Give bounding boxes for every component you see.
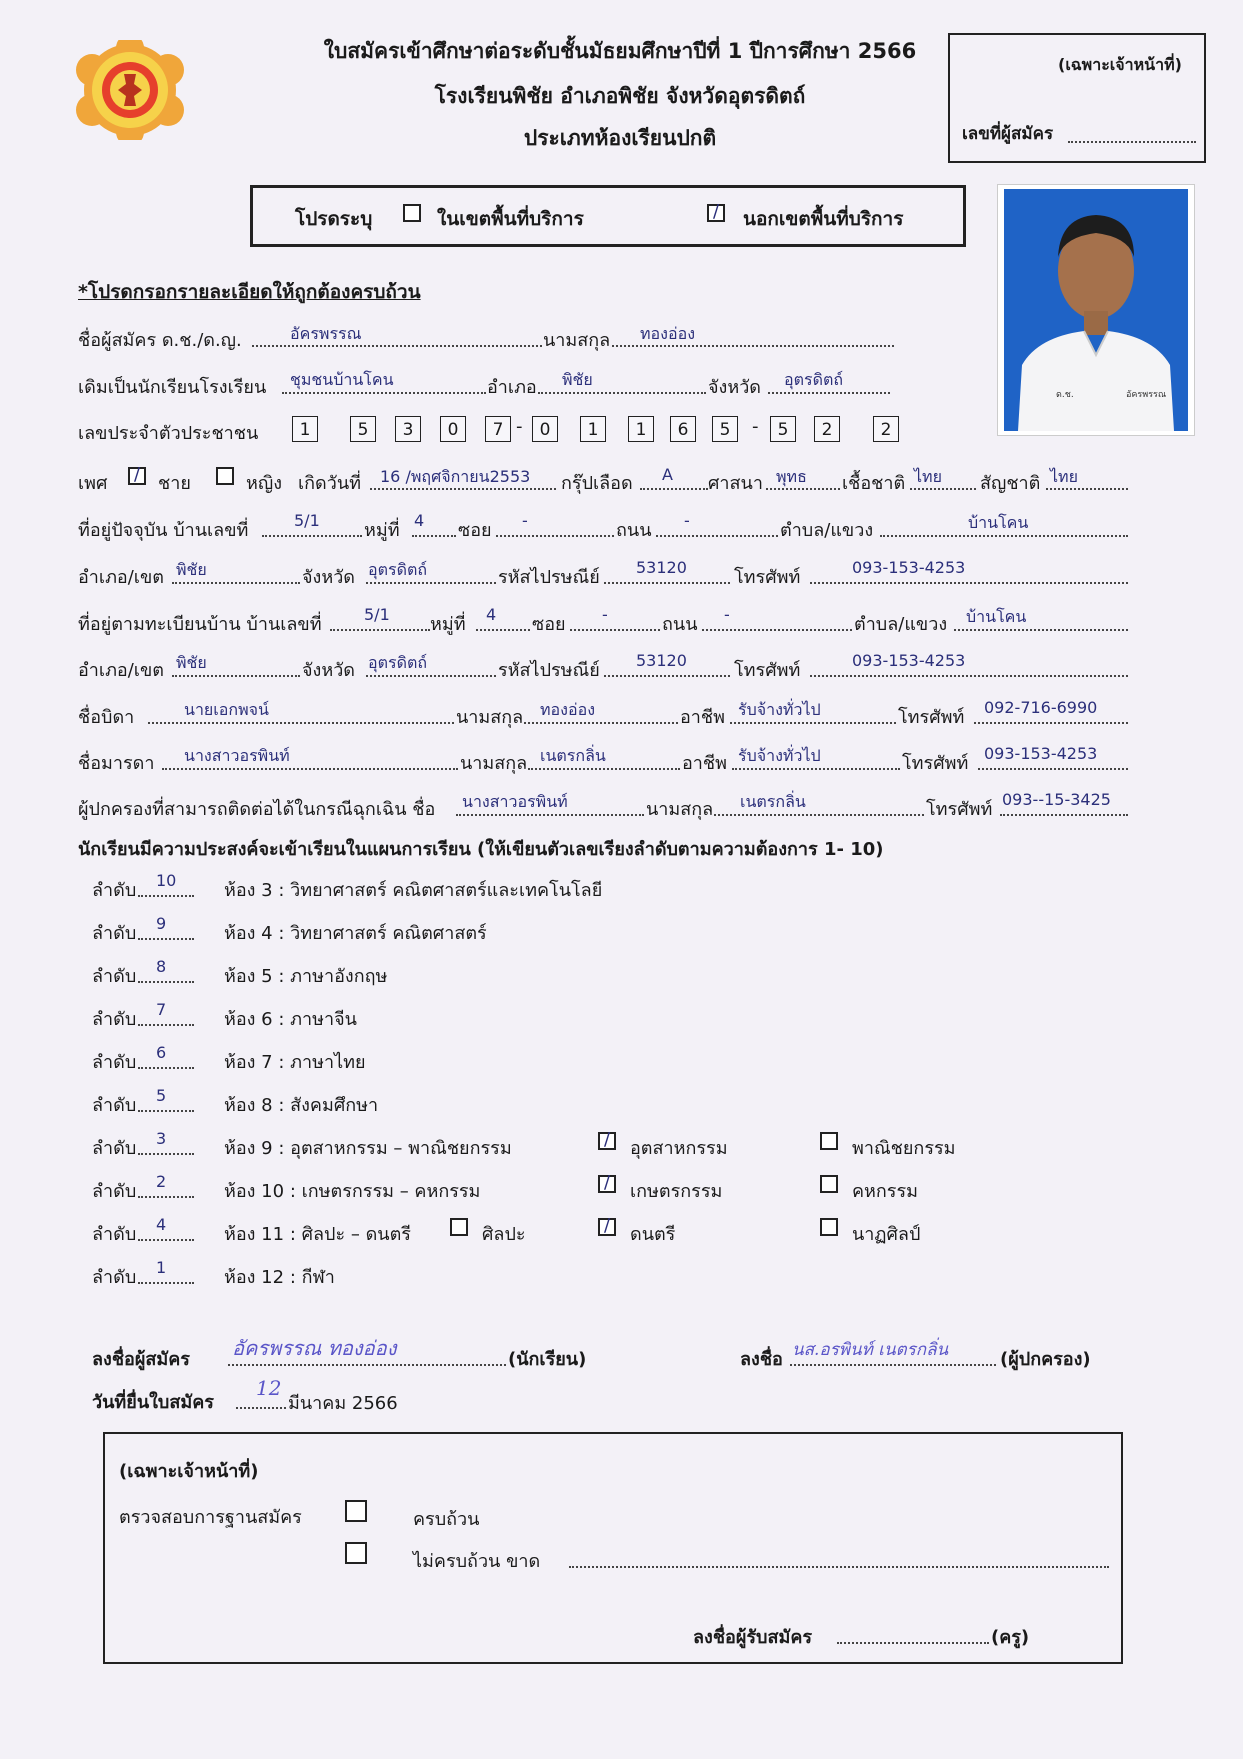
mother-surname-label: นามสกุล xyxy=(460,753,528,774)
plan-room-1: ห้อง 3 : วิทยาศาสตร์ คณิตศาสตร์และเทคโนโลยี xyxy=(224,880,603,901)
art-label: ศิลปะ xyxy=(482,1224,526,1245)
plan-room-10: ห้อง 12 : กีฬา xyxy=(224,1267,335,1288)
submission-date-label: วันที่ยื่นใบสมัคร xyxy=(92,1392,214,1413)
female-label: หญิง xyxy=(246,473,282,494)
mother-phone[interactable]: 093-153-4253 xyxy=(984,744,1098,763)
form-title: ใบสมัครเข้าศึกษาต่อระดับชั้นมัธยมศึกษาปีที่ 1 ปีการศึกษา 2566 xyxy=(323,39,917,63)
current-tambon[interactable]: บ้านโคน xyxy=(968,513,1029,532)
nationality-value[interactable]: ไทย xyxy=(1050,467,1078,486)
applicant-signature-label: ลงชื่อผู้สมัคร xyxy=(92,1349,190,1370)
complete-label: ครบถ้วน xyxy=(413,1509,480,1530)
plan-rank-7[interactable]: 3 xyxy=(156,1129,167,1148)
receiver-label: ลงชื่อผู้รับสมัคร xyxy=(693,1627,813,1648)
plan-rank-3[interactable]: 8 xyxy=(156,957,167,976)
mother-name[interactable]: นางสาวอรพินท์ xyxy=(184,746,290,765)
registered-tambon-label: ตำบล/แขวง xyxy=(854,614,948,635)
registered-moo-label: หมู่ที่ xyxy=(430,614,466,635)
id-label: เลขประจำตัวประชาชน xyxy=(78,423,259,444)
plan-room-9: ห้อง 11 : ศิลปะ – ดนตรี xyxy=(224,1224,411,1245)
plan-rank-1[interactable]: 10 xyxy=(156,871,177,890)
birth-label: เกิดวันที่ xyxy=(298,473,362,494)
zone-label: โปรดระบุ xyxy=(295,208,373,230)
blood-value[interactable]: A xyxy=(662,465,673,484)
id-digit-5[interactable]: 7 xyxy=(485,416,511,442)
prev-school-value[interactable]: ชุมชนบ้านโคน xyxy=(290,370,394,389)
registered-road-label: ถนน xyxy=(662,614,698,635)
current-house-no[interactable]: 5/1 xyxy=(294,511,320,530)
id-digit-9[interactable]: 6 xyxy=(670,416,696,442)
submission-month-year: มีนาคม 2566 xyxy=(288,1393,398,1414)
plan-room-8: ห้อง 10 : เกษตรกรรม – คหกรรม xyxy=(224,1181,481,1202)
guardian-phone-label: โทรศัพท์ xyxy=(926,799,993,820)
registered-phone-label: โทรศัพท์ xyxy=(734,660,801,681)
registered-house-no[interactable]: 5/1 xyxy=(364,605,390,624)
current-tambon-label: ตำบล/แขวง xyxy=(780,520,874,541)
father-job[interactable]: รับจ้างทั่วไป xyxy=(738,700,821,719)
current-phone[interactable]: 093-153-4253 xyxy=(852,558,966,577)
plan-room-7: ห้อง 9 : อุตสาหกรรม – พาณิชยกรรม xyxy=(224,1138,512,1159)
music-label: ดนตรี xyxy=(630,1224,676,1245)
id-digit-12[interactable]: 2 xyxy=(814,416,840,442)
plan-heading: นักเรียนมีความประสงค์จะเข้าเรียนในแผนการเรียน (ให้เขียนตัวเลขเรียงลำดับตามความต้องการ 1- 10) xyxy=(78,839,884,860)
plan-order-label: ลำดับ xyxy=(92,1224,137,1245)
current-province[interactable]: อุตรดิตถ์ xyxy=(368,560,428,579)
plan-order-label: ลำดับ xyxy=(92,880,137,901)
last-name-value[interactable]: ทองอ่อง xyxy=(640,324,695,343)
plan-room-2: ห้อง 4 : วิทยาศาสตร์ คณิตศาสตร์ xyxy=(224,923,487,944)
plan-rank-9[interactable]: 4 xyxy=(156,1215,167,1234)
id-digit-13[interactable]: 2 xyxy=(873,416,899,442)
id-digit-1[interactable]: 1 xyxy=(292,416,318,442)
plan-rank-4[interactable]: 7 xyxy=(156,1000,167,1019)
guardian-name[interactable]: นางสาวอรพินท์ xyxy=(462,792,568,811)
art-checkbox[interactable] xyxy=(450,1218,468,1236)
father-name[interactable]: นายเอกพจน์ xyxy=(184,700,269,719)
current-moo-label: หมู่ที่ xyxy=(364,520,400,541)
first-name-value[interactable]: อัครพรรณ xyxy=(290,324,362,343)
class-type: ประเภทห้องเรียนปกติ xyxy=(523,126,717,150)
plan-rank-5[interactable]: 6 xyxy=(156,1043,167,1062)
office-use-box xyxy=(948,33,1206,163)
registered-amphoe[interactable]: พิชัย xyxy=(176,653,207,672)
plan-order-label: ลำดับ xyxy=(92,966,137,987)
plan-order-label: ลำดับ xyxy=(92,1052,137,1073)
mother-phone-label: โทรศัพท์ xyxy=(902,753,969,774)
religion-value[interactable]: พุทธ xyxy=(776,467,807,486)
current-province-label: จังหวัด xyxy=(302,567,355,588)
in-zone-label: ในเขตพื้นที่บริการ xyxy=(437,208,584,230)
out-zone-checkbox[interactable] xyxy=(707,204,725,222)
father-label: ชื่อบิดา xyxy=(78,707,135,728)
surname-label: นามสกุล xyxy=(543,330,611,351)
dance-label: นาฏศิลป์ xyxy=(852,1224,921,1245)
plan-order-label: ลำดับ xyxy=(92,1267,137,1288)
plan-order-label: ลำดับ xyxy=(92,1095,137,1116)
father-job-label: อาชีพ xyxy=(680,707,725,728)
plan-rank-8[interactable]: 2 xyxy=(156,1172,167,1191)
home-economics-checkbox[interactable] xyxy=(820,1175,838,1193)
current-address-label: ที่อยู่ปัจจุบัน บ้านเลขที่ xyxy=(78,520,249,541)
complete-checkbox[interactable] xyxy=(345,1500,367,1522)
plan-room-6: ห้อง 8 : สังคมศึกษา xyxy=(224,1095,379,1116)
submission-day[interactable]: 12 xyxy=(256,1376,282,1400)
female-checkbox[interactable] xyxy=(216,467,234,485)
prev-district-value[interactable]: พิชัย xyxy=(562,370,593,389)
staff-box xyxy=(103,1432,1123,1664)
prev-school-label: เดิมเป็นนักเรียนโรงเรียน xyxy=(78,377,267,398)
mother-surname[interactable]: เนตรกลิ่น xyxy=(540,746,606,765)
registered-province-label: จังหวัด xyxy=(302,660,355,681)
mother-job-label: อาชีพ xyxy=(682,753,727,774)
current-amphoe[interactable]: พิชัย xyxy=(176,560,207,579)
id-digit-7[interactable]: 1 xyxy=(580,416,606,442)
applicant-number-label: เลขที่ผู้สมัคร xyxy=(962,124,1054,144)
registered-road[interactable]: - xyxy=(724,605,730,624)
dance-checkbox[interactable] xyxy=(820,1218,838,1236)
nametag-name: อัครพรรณ xyxy=(1126,390,1167,400)
guardian-label: ผู้ปกครองที่สามารถติดต่อได้ในกรณีฉุกเฉิน ชื่อ xyxy=(78,799,436,820)
applicant-signature[interactable]: อัครพรรณ ทองอ่อง xyxy=(232,1336,397,1360)
incomplete-label: ไม่ครบถ้วน ขาด xyxy=(413,1551,541,1572)
guardian-role: (ผู้ปกครอง) xyxy=(1000,1349,1091,1370)
registered-province[interactable]: อุตรดิตถ์ xyxy=(368,653,428,672)
agriculture-checkbox[interactable] xyxy=(598,1175,616,1193)
plan-order-label: ลำดับ xyxy=(92,1138,137,1159)
id-digit-6[interactable]: 0 xyxy=(532,416,558,442)
birth-date-value[interactable]: 16 /พฤศจิกายน2553 xyxy=(380,467,531,486)
id-digit-11[interactable]: 5 xyxy=(770,416,796,442)
guardian-surname-label: นามสกุล xyxy=(646,799,714,820)
guardian-signature[interactable]: นส.อรพินท์ เนตรกลิ่น xyxy=(792,1340,949,1360)
commerce-label: พาณิชยกรรม xyxy=(852,1138,956,1159)
plan-room-4: ห้อง 6 : ภาษาจีน xyxy=(224,1009,357,1030)
mother-job[interactable]: รับจ้างทั่วไป xyxy=(738,746,821,765)
registered-soi-label: ซอย xyxy=(532,614,566,635)
nametag-prefix: ด.ช. xyxy=(1056,390,1074,400)
registered-address-label: ที่อยู่ตามทะเบียนบ้าน บ้านเลขที่ xyxy=(78,614,322,635)
race-value[interactable]: ไทย xyxy=(914,467,942,486)
name-label: ชื่อผู้สมัคร ด.ช./ด.ญ. xyxy=(78,330,242,351)
current-soi-label: ซอย xyxy=(458,520,492,541)
race-label: เชื้อชาติ xyxy=(842,473,906,494)
industry-checkbox[interactable] xyxy=(598,1132,616,1150)
registered-moo[interactable]: 4 xyxy=(486,605,497,624)
current-soi[interactable]: - xyxy=(522,511,528,530)
instruction: *โปรดกรอกรายละเอียดให้ถูกต้องครบถ้วน xyxy=(78,281,421,303)
guardian-phone[interactable]: 093--15-3425 xyxy=(1002,790,1111,809)
current-road-label: ถนน xyxy=(616,520,652,541)
student-role: (นักเรียน) xyxy=(508,1349,587,1370)
religion-label: ศาสนา xyxy=(708,473,763,494)
id-digit-3[interactable]: 3 xyxy=(395,416,421,442)
nationality-label: สัญชาติ xyxy=(980,473,1041,494)
school-name: โรงเรียนพิชัย อำเภอพิชัย จังหวัดอุตรดิตถ์ xyxy=(434,84,806,108)
school-seal xyxy=(72,40,188,140)
registered-phone[interactable]: 093-153-4253 xyxy=(852,651,966,670)
guardian-surname[interactable]: เนตรกลิ่น xyxy=(740,792,806,811)
id-digit-10[interactable]: 5 xyxy=(712,416,738,442)
industry-label: อุตสาหกรรม xyxy=(630,1138,728,1159)
current-postal-label: รหัสไปรษณีย์ xyxy=(498,567,600,588)
male-label: ชาย xyxy=(158,473,191,494)
registered-amphoe-label: อำเภอ/เขต xyxy=(78,660,164,681)
id-digit-4[interactable]: 0 xyxy=(440,416,466,442)
id-digit-8[interactable]: 1 xyxy=(628,416,654,442)
mother-label: ชื่อมารดา xyxy=(78,753,155,774)
music-checkbox[interactable] xyxy=(598,1218,616,1236)
registered-postal[interactable]: 53120 xyxy=(636,651,687,670)
registered-soi[interactable]: - xyxy=(602,605,608,624)
father-surname-label: นามสกุล xyxy=(456,707,524,728)
incomplete-checkbox[interactable] xyxy=(345,1542,367,1564)
prev-province-value[interactable]: อุตรดิตถ์ xyxy=(784,370,844,389)
applicant-photo xyxy=(997,184,1195,436)
teacher-label: (ครู) xyxy=(991,1627,1030,1648)
plan-room-3: ห้อง 5 : ภาษาอังกฤษ xyxy=(224,966,388,987)
father-phone-label: โทรศัพท์ xyxy=(898,707,965,728)
plan-order-label: ลำดับ xyxy=(92,923,137,944)
father-phone[interactable]: 092-716-6990 xyxy=(984,698,1098,717)
sex-label: เพศ xyxy=(78,473,108,494)
commerce-checkbox[interactable] xyxy=(820,1132,838,1150)
plan-order-label: ลำดับ xyxy=(92,1009,137,1030)
registered-tambon[interactable]: บ้านโคน xyxy=(966,607,1027,626)
home-economics-label: คหกรรม xyxy=(852,1181,919,1202)
province-label: จังหวัด xyxy=(708,377,761,398)
office-use-title: (เฉพาะเจ้าหน้าที่) xyxy=(1058,55,1182,74)
out-zone-label: นอกเขตพื้นที่บริการ xyxy=(743,208,904,230)
id-digit-2[interactable]: 5 xyxy=(350,416,376,442)
zone-selector xyxy=(250,185,966,247)
plan-order-label: ลำดับ xyxy=(92,1181,137,1202)
plan-rank-2[interactable]: 9 xyxy=(156,914,167,933)
father-surname[interactable]: ทองอ่อง xyxy=(540,700,595,719)
current-road[interactable]: - xyxy=(684,511,690,530)
plan-rank-10[interactable]: 1 xyxy=(156,1258,167,1277)
plan-rank-6[interactable]: 5 xyxy=(156,1086,167,1105)
current-amphoe-label: อำเภอ/เขต xyxy=(78,567,164,588)
current-moo[interactable]: 4 xyxy=(414,511,425,530)
blood-label: กรุ๊ปเลือด xyxy=(561,473,633,494)
male-checkbox[interactable] xyxy=(128,467,146,485)
current-phone-label: โทรศัพท์ xyxy=(734,567,801,588)
guardian-signature-label: ลงชื่อ xyxy=(740,1349,783,1370)
registered-postal-label: รหัสไปรษณีย์ xyxy=(498,660,600,681)
current-postal[interactable]: 53120 xyxy=(636,558,687,577)
staff-check-label: ตรวจสอบการฐานสมัคร xyxy=(119,1507,302,1528)
in-zone-checkbox[interactable] xyxy=(403,204,421,222)
staff-title: (เฉพาะเจ้าหน้าที่) xyxy=(119,1461,259,1482)
plan-room-5: ห้อง 7 : ภาษาไทย xyxy=(224,1052,366,1073)
district-label: อำเภอ xyxy=(487,377,537,398)
agriculture-label: เกษตรกรรม xyxy=(630,1181,723,1202)
